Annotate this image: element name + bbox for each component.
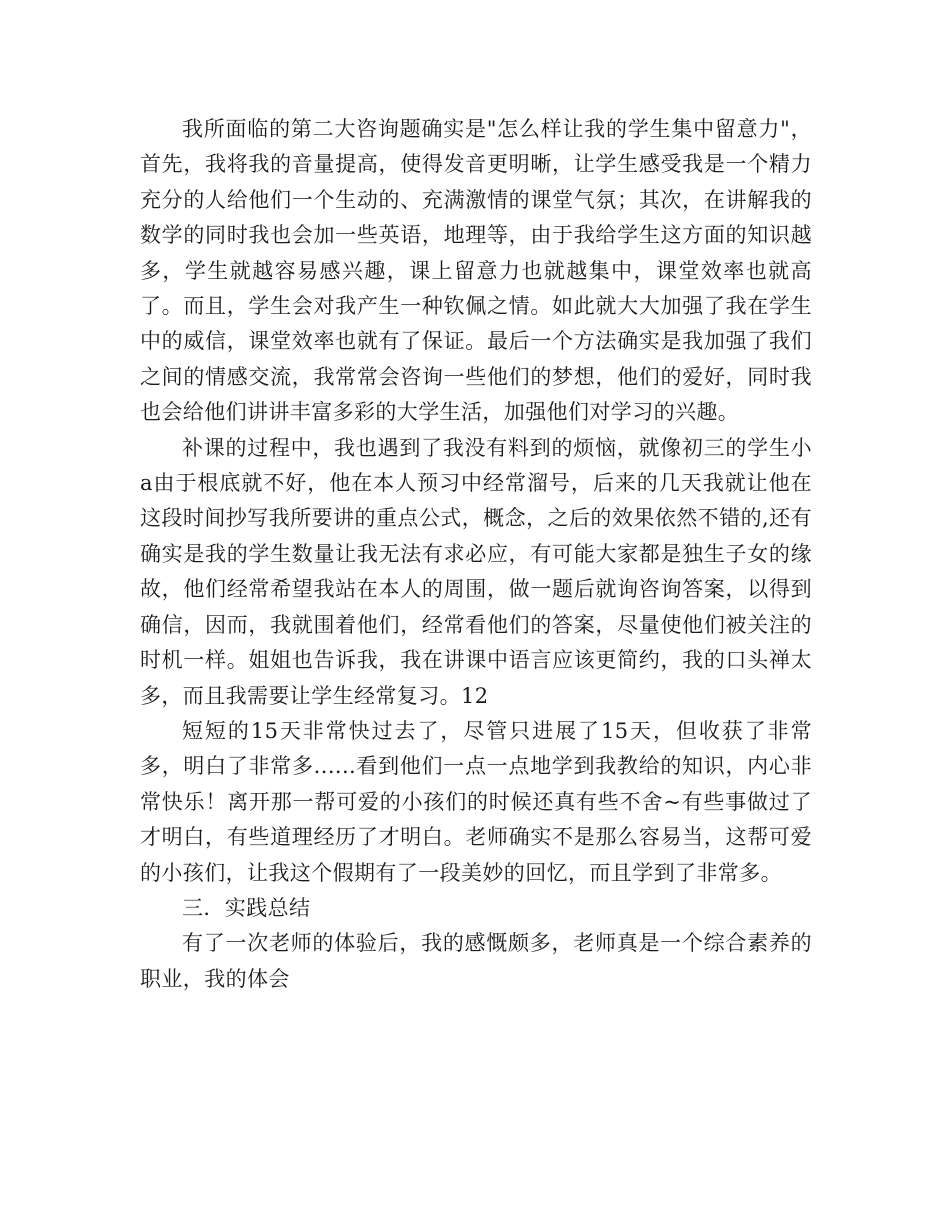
paragraph-reflection: 短短的15天非常快过去了，尽管只进展了15天，但收获了非常多，明白了非常多......看到他们一点一点地学到我教给的知识，内心非常快乐！离开那一帮可爱的小孩们的时候还真有些不舍~有些事做过了才明白，有些道理经历了才明白。老师确实不是那么容易当，这帮可爱的小孩们，让我这个假期有了一段美妙的回忆，而且学到了非常多。 — [140, 718, 812, 885]
paragraph-attention: 我所面临的第二大咨询题确实是"怎么样让我的学生集中留意力"，首先，我将我的音量提高，使得发音更明晰，让学生感受我是一个精力充分的人给他们一个生动的、充满激情的课堂气氛；其次，在讲解我的数学的同时我也会加一些英语，地理等，由于我给学生这方面的知识越多，学生就越容易感兴趣，课上留意力也就越集中，课堂效率也就高了。而且，学生会对我产生一种钦佩之情。如此就大大加强了我在学生中的威信，课堂效率也就有了保证。最后一个方法确实是我加强了我们之间的情感交流，我常常会咨询一些他们的梦想，他们的爱好，同时我也会给他们讲讲丰富多彩的大学生活，加强他们对学习的兴趣。 — [140, 117, 812, 425]
section-heading: 三．实践总结 — [182, 895, 311, 920]
paragraph-summary: 有了一次老师的体验后，我的感慨颇多，老师真是一个综合素养的职业，我的体会 — [140, 931, 812, 991]
paragraph-tutoring-troubles: 补课的过程中，我也遇到了我没有料到的烦恼，就像初三的学生小a由于根底就不好，他在本人预习中经常溜号，后来的几天我就让他在这段时间抄写我所要讲的重点公式，概念，之后的效果依然不错的,还有确实是我的学生数量让我无法有求必应，有可能大家都是独生子女的缘故，他们经常希望我站在本人的周围，做一题后就询咨询答案，以得到确信，因而，我就围着他们，经常看他们的答案，尽量使他们被关注的时机一样。姐姐也告诉我，我在讲课中语言应该更简约，我的口头禅太多，而且我需要让学生经常复习。12 — [140, 435, 812, 708]
document-body — [140, 112, 812, 997]
